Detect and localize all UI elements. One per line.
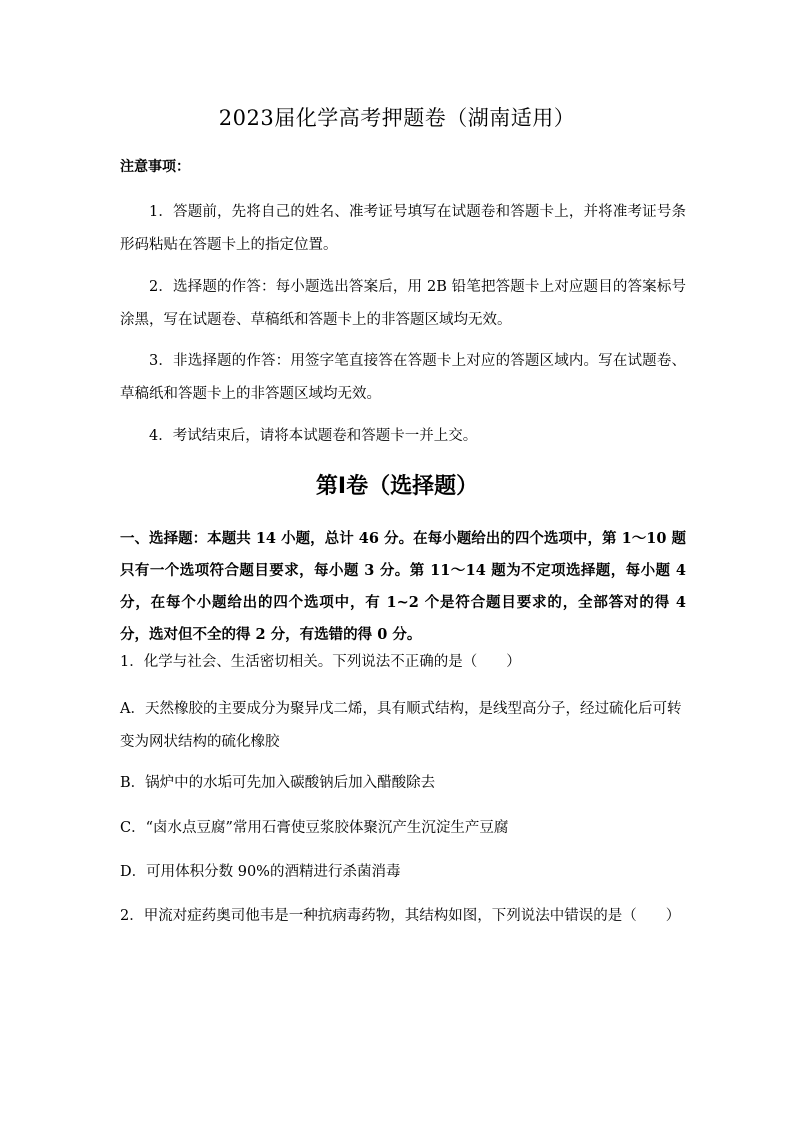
notice-item-3: 3．非选择题的作答：用签字笔直接答在答题卡上对应的答题区域内。写在试题卷、草稿纸和答题卡上的非答题区域均无效。 xyxy=(120,353,686,402)
question-1-stem: 1．化学与社会、生活密切相关。下列说法不正确的是（ ） xyxy=(120,654,521,670)
notice-heading: 注意事项： xyxy=(120,159,190,175)
notice-item-4: 4．考试结束后，请将本试题卷和答题卡一并上交。 xyxy=(149,428,478,444)
section-instructions: 一、选择题：本题共 14 小题，总计 46 分。在每小题给出的四个选项中，第 1～10 题只有一个选项符合题目要求，每小题 3 分。第 11～14 题为不定项选择题，每小题 4 分，在每个小题给出的四个选项中，有 1~2 个是符合题目要求的，全部答对的得 4 分，选对但不全的得 2 分，有选错的得 0 分。 xyxy=(120,530,686,643)
question-1-option-a: A．天然橡胶的主要成分为聚异戊二烯，具有顺式结构，是线型高分子，经过硫化后可转变为网状结构的硫化橡胶 xyxy=(120,701,682,750)
question-1-option-b: B．锅炉中的水垢可先加入碳酸钠后加入醋酸除去 xyxy=(120,775,436,791)
question-2-stem: 2．甲流对症药奥司他韦是一种抗病毒药物，其结构如图，下列说法中错误的是（ ） xyxy=(120,908,681,924)
notice-item-1: 1．答题前，先将自己的姓名、准考证号填写在试题卷和答题卡上，并将准考证号条形码粘贴在答题卡上的指定位置。 xyxy=(120,204,686,253)
exam-title: 2023届化学高考押题卷（湖南适用） xyxy=(218,106,576,130)
question-1-option-d: D．可用体积分数 90%的酒精进行杀菌消毒 xyxy=(120,864,401,880)
notice-item-2: 2．选择题的作答：每小题选出答案后，用 2B 铅笔把答题卡上对应题目的答案标号涂黑，写在试题卷、草稿纸和答题卡上的非答题区域均无效。 xyxy=(120,279,686,328)
question-1-option-c: C．“卤水点豆腐”常用石膏使豆浆胶体聚沉产生沉淀生产豆腐 xyxy=(120,820,509,836)
section-title: 第Ⅰ卷（选择题） xyxy=(315,474,479,499)
